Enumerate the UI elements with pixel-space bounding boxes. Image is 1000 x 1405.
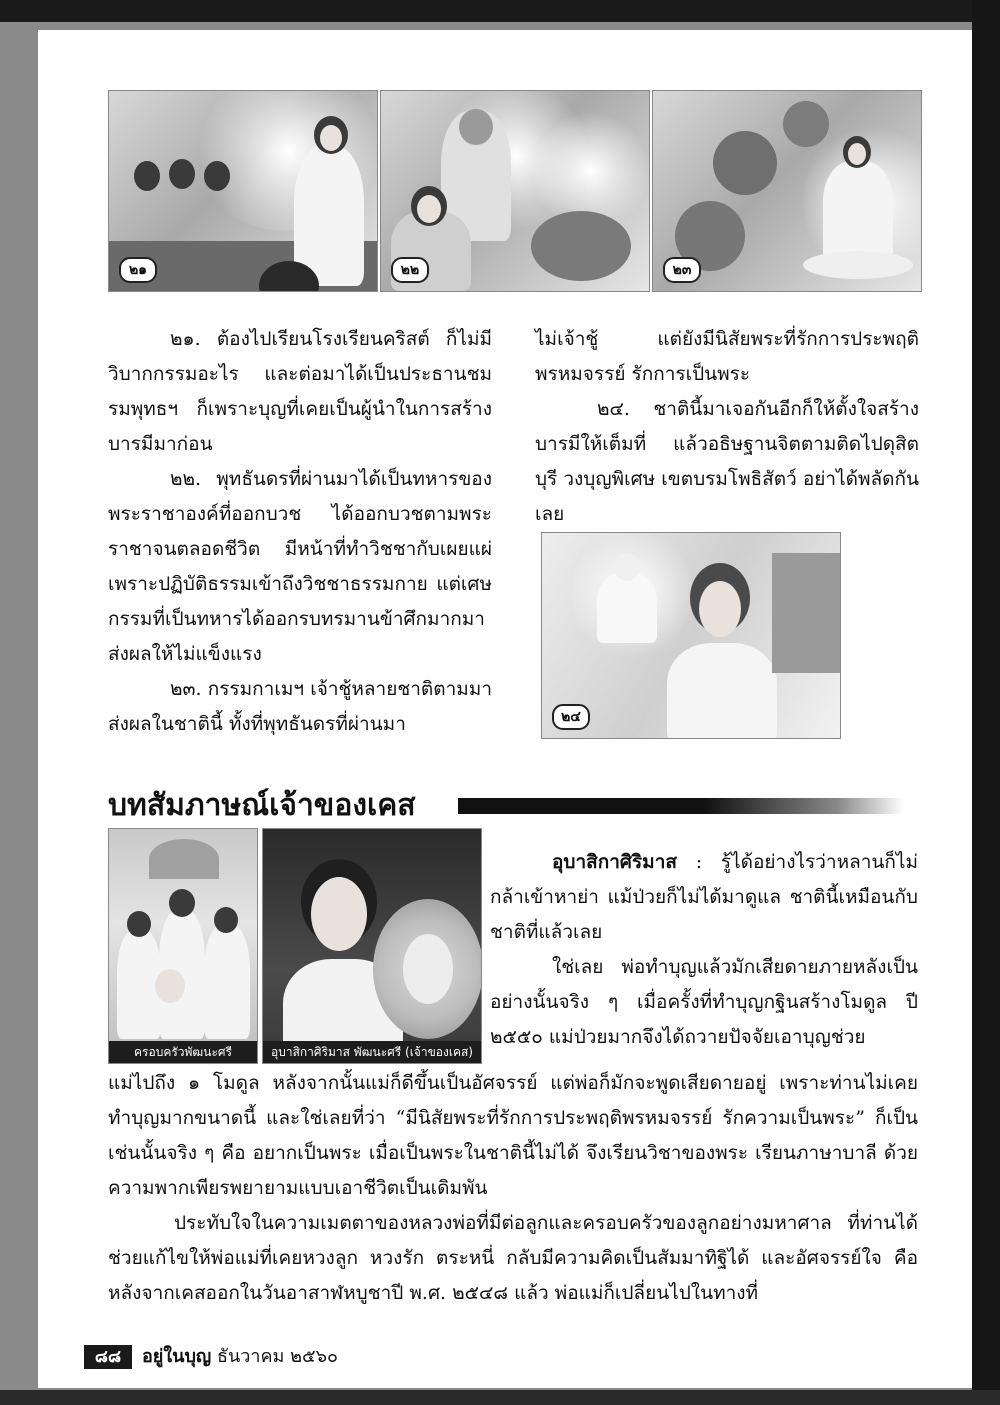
- photo-23-badge: ๒๓: [663, 257, 701, 283]
- interview-paragraph-1: [490, 845, 918, 950]
- section-title-bar: [458, 798, 904, 814]
- footer-magazine: [142, 1343, 338, 1371]
- right-column: [535, 322, 919, 532]
- interview-paragraph-1-text: รู้ได้อย่างไรว่าหลานก็ไม่กล้าเข้าหาย่า แม้ป่วยก็ไม่ได้มาดูแล ชาตินี้เหมือนกับชาติที่แล้วเลย: [490, 851, 918, 943]
- photo-22: [380, 90, 650, 292]
- paragraph-24: ๒๔. ชาตินี้มาเจอกันอีกก็ให้ตั้งใจสร้างบารมีให้เต็มที่ แล้วอธิษฐานจิตตามติดไปดุสิตบุรี วงบุญพิเศษ เขตบรมโพธิสัตว์ อย่าได้พลัดกันเลย: [535, 398, 919, 525]
- interview-full-text: [108, 1066, 918, 1311]
- photo-21-badge: ๒๑: [119, 257, 157, 283]
- section-title: บทสัมภาษณ์เจ้าของเคส: [108, 788, 416, 823]
- family-photo: [108, 828, 258, 1064]
- interview-paragraph-2a: ใช่เลย พ่อทำบุญแล้วมักเสียดายภายหลังเป็นอย่างนั้นจริง ๆ เมื่อครั้งที่ทำบุญกฐินสร้างโมดูล ปี ๒๕๕๐ แม่ป่วยมากจึงได้ถวายปัจจัยเอาบุญช่วย: [490, 956, 918, 1048]
- photo-24-badge: ๒๔: [552, 704, 590, 730]
- magazine-name: อยู่ในบุญ: [142, 1346, 212, 1367]
- paragraph-23: ๒๓. กรรมกาเมฯ เจ้าชู้หลายชาติตามมาส่งผลในชาตินี้ ทั้งที่พุทธันดรที่ผ่านมา: [108, 678, 492, 735]
- speaker-name: อุบาสิกาศิริมาส: [552, 851, 677, 873]
- interview-side-text: [490, 845, 918, 1055]
- photo-21: [108, 90, 378, 292]
- interview-paragraph-2b: แม่ไปถึง ๑ โมดูล หลังจากนั้นแม่ก็ดีขึ้นเป็นอัศจรรย์ แต่พ่อก็มักจะพูดเสียดายอยู่ เพราะท่านไม่เคยทำบุญมากขนาดนี้ และใช่เลยที่ว่า “มีนิสัยพระที่รักการประพฤติพรหมจรรย์ รักความเป็นพระ” ก็เป็นเช่นนั้นจริง ๆ คือ อยากเป็นพระ เมื่อเป็นพระในชาตินี้ไม่ได้ จึงเรียนวิชาของพระ เรียนภาษาบาลี ด้วยความพากเพียรพยายามแบบเอาชีวิตเป็นเดิมพัน: [108, 1072, 918, 1199]
- photo-22-badge: ๒๒: [391, 257, 429, 283]
- paragraph-21: ๒๑. ต้องไปเรียนโรงเรียนคริสต์ ก็ไม่มีวิบากกรรมอะไร และต่อมาได้เป็นประธานชมรมพุทธฯ ก็เพราะบุญที่เคยเป็นผู้นำในการสร้างบารมีมาก่อน: [108, 328, 492, 455]
- paragraph-23-cont: ไม่เจ้าชู้ แต่ยังมีนิสัยพระที่รักการประพฤติพรหมจรรย์ รักการเป็นพระ: [535, 328, 919, 385]
- photo-24: [541, 532, 841, 739]
- bottom-frame: [0, 1390, 1000, 1405]
- interview-paragraph-3: ประทับใจในความเมตตาของหลวงพ่อที่มีต่อลูกและครอบครัวของลูกอย่างมหาศาล ที่ท่านได้ช่วยแก้ไขให้พ่อแม่ที่เคยหวงลูก หวงรัก ตระหนี่ กลับมีความคิดเป็นสัมมาทิฐิได้ และอัศจรรย์ใจ คือ หลังจากเคสออกในวันอาสาฬหบูชาปี พ.ศ. ๒๕๔๘ แล้ว พ่อแม่ก็เปลี่ยนไปในทางที่: [108, 1212, 918, 1304]
- speaker-separator: :: [676, 851, 721, 873]
- left-column: [108, 322, 492, 742]
- photo-23: [652, 90, 922, 292]
- paragraph-22: ๒๒. พุทธันดรที่ผ่านมาได้เป็นทหารของพระราชาองค์ที่ออกบวช ได้ออกบวชตามพระราชาจนตลอดชีวิต มีหน้าที่ทำวิชชากับเผยแผ่ เพราะปฏิบัติธรรมเข้าถึงวิชชาธรรมกาย แต่เศษกรรมที่เป็นทหารได้ออกรบทรมานข้าศึกมากมาส่งผลให้ไม่แข็งแรง: [108, 468, 492, 665]
- owner-photo: [262, 828, 482, 1064]
- page: [38, 30, 972, 1388]
- family-photo-caption: ครอบครัวพัฒนะศรี: [109, 1041, 257, 1063]
- page-number: ๘๘: [84, 1345, 132, 1369]
- right-frame: [972, 0, 1000, 1405]
- issue-date: ธันวาคม ๒๕๖๐: [216, 1346, 338, 1367]
- owner-photo-caption: อุบาสิกาศิริมาส พัฒนะศรี (เจ้าของเคส): [263, 1041, 481, 1063]
- top-frame: [0, 0, 1000, 22]
